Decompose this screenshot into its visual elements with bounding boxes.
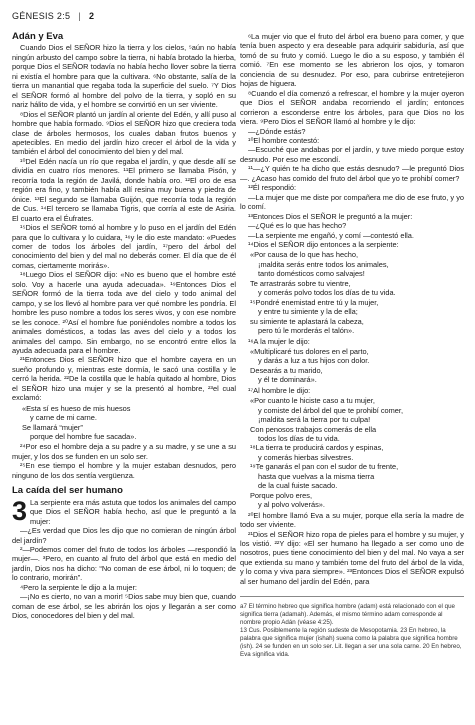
poem-line: ¡maldita será la tierra por tu culpa! <box>258 415 371 425</box>
poem-line: ¹⁹Te ganarás el pan con el sudor de tu frente, <box>250 462 399 472</box>
section-heading-adan-y-eva: Adán y Eva <box>12 31 64 42</box>
poem-line: «Multiplicaré tus dolores en el parto, <box>250 346 369 356</box>
header-reference: GÉNESIS 2:5 <box>12 11 71 21</box>
poem-block <box>250 347 464 385</box>
paragraph: Cuando Dios el SEÑOR hizo la tierra y los cielos, ⁵aún no había ningún arbusto del campo sobre la tierra, ni había brotado la hierba, porque Dios el SEÑOR todavía no había hecho llover sobre la tierra ni existía el hombre para que la cultivara. ⁶No obstante, salía de la tierra un manantial que regaba toda la superficie del suelo. ⁷Y Dios el SEÑOR formó al hombre del polvo de la tierra, y sopló en su nariz hálito de vida, y el hombre se convirtió en un ser viviente. <box>12 43 236 110</box>
poem-line: y darás a luz a tus hijos con dolor. <box>258 356 370 366</box>
footnote: 13 Cus. Posiblemente la región sudeste de Mesopotamia. 23 En hebreo, la palabra que significa mujer (ishah) suena como la palabra que significa hombre (ish). 24 se funden en un solo ser. Lit. llegan a ser una sola carne. 20 En hebreo, Eva significa vida. <box>240 627 462 659</box>
poem-block <box>250 396 464 509</box>
chapter-start <box>12 495 236 526</box>
paragraph: ²⁴Por eso el hombre deja a su padre y a su madre, y se une a su mujer, y los dos se funden en un solo ser. <box>12 442 236 461</box>
paragraph: ¹³Entonces Dios el SEÑOR le preguntó a la mujer: <box>248 211 413 221</box>
poem-line: ¡maldita serás entre todos los animales, <box>258 259 389 269</box>
poem-block <box>250 250 464 335</box>
poem-line: y comerás polvo todos los días de tu vida. <box>258 288 396 298</box>
paragraph: ¹⁶A la mujer le dijo: <box>248 336 310 346</box>
poem-line: su simiente te aplastará la cabeza, <box>250 316 364 326</box>
poem-line: «Esta sí es hueso de mis huesos <box>22 403 131 413</box>
poem-line: Porque polvo eres, <box>250 490 313 500</box>
right-column <box>240 32 464 659</box>
paragraph: ¹⁵Dios el SEÑOR tomó al hombre y lo puso en el jardín del Edén para que lo cultivara y lo cuidara, ¹⁶y le dio este mandato: «Puedes comer de todos los árboles del jardín, ¹⁷pero del árbol del conocimiento del bien y del mal no deberás comer. El día que de él comas, ciertamente morirás». <box>12 223 236 270</box>
poem-line: Con penosos trabajos comerás de ella <box>250 424 377 434</box>
running-header <box>12 8 463 24</box>
poem-block <box>22 404 236 442</box>
poem-line: y carne de mi carne. <box>30 413 97 423</box>
header-separator: | <box>78 11 81 21</box>
poem-line: hasta que vuelvas a la misma tierra <box>258 471 375 481</box>
poem-line: y al polvo volverás». <box>258 500 325 510</box>
poem-line: y comiste del árbol del que te prohibí comer, <box>258 405 404 415</box>
poem-line: ¹⁸La tierra te producirá cardos y espinas, <box>250 443 384 453</box>
paragraph: —¡No es cierto, no van a morir! ⁵Dios sabe muy bien que, cuando coman de ese árbol, se les abrirán los ojos y llegarán a ser como Dios, conocedores del bien y del mal. <box>12 592 236 621</box>
paragraph: ²¹Entonces Dios el SEÑOR hizo que el hombre cayera en un sueño profundo y, mientras este dormía, le sacó una costilla y le cerró la herida. ²²De la costilla que le había quitado al hombre, Dios el SEÑOR hizo una mujer y se la presentó al hombre, ²³el cual exclamó: <box>12 355 236 403</box>
poem-line: todos los días de tu vida. <box>258 434 340 444</box>
poem-line: porque del hombre fue sacada». <box>30 432 137 442</box>
poem-line: pero tú le morderás el talón». <box>258 326 355 336</box>
poem-line: Se llamará “mujer” <box>22 422 83 432</box>
left-column <box>12 32 236 621</box>
poem-line: «Por cuanto le hiciste caso a tu mujer, <box>250 396 375 406</box>
page-number: 2 <box>88 11 95 21</box>
paragraph: —La mujer que me diste por compañera me dio de ese fruto, y yo lo comí. <box>240 192 464 212</box>
poem-line: de la cual fuiste sacado. <box>258 481 338 491</box>
poem-line: Te arrastrarás sobre tu vientre, <box>250 278 351 288</box>
paragraph: ¹¹—¿Y quién te ha dicho que estás desnudo? —le preguntó Dios—. ¿Acaso has comido del fruto del árbol que yo te prohibí comer? <box>240 164 464 183</box>
poem-line: y él te dominará». <box>258 375 317 385</box>
paragraph: ¹⁰El hombre contestó: <box>248 135 320 145</box>
paragraph: —Escuché que andabas por el jardín, y tuve miedo porque estoy desnudo. Por eso me escondí. <box>240 145 464 164</box>
paragraph: ⁸Dios el SEÑOR plantó un jardín al oriente del Edén, y allí puso al hombre que había formado. ⁹Dios el SEÑOR hizo que creciera toda clase de árboles hermosos, los cuales daban frutos buenos y apetecibles. En medio del jardín hizo crecer el árbol de la vida y también el árbol del conocimiento del bien y del mal. <box>12 109 236 157</box>
paragraph: ⁴Pero la serpiente le dijo a la mujer: <box>20 582 137 592</box>
paragraph: ⁶La mujer vio que el fruto del árbol era bueno para comer, y que tenía buen aspecto y era deseable para adquirir sabiduría, así que tomó de su fruto y comió. Luego le dio a su esposo, y también él comió. ⁷En ese momento se les abrieron los ojos, y tomaron conciencia de su desnudez. Por eso, para cubrirse entretejieron hojas de higuera. <box>240 32 464 89</box>
paragraph: ²⁰El hombre llamó Eva a su mujer, porque ella sería la madre de todo ser viviente. <box>240 510 464 530</box>
poem-line: Desearás a tu marido, <box>250 365 323 375</box>
chapter-first-paragraph: La serpiente era más astuta que todos los animales del campo que Dios el SEÑOR había hecho, así que le preguntó a la mujer: <box>30 497 236 526</box>
poem-line: ¹⁵Pondré enemistad entre tú y la mujer, <box>250 297 379 307</box>
poem-line: «Por causa de lo que has hecho, <box>250 250 359 260</box>
chapter-number: 3 <box>12 495 28 526</box>
paragraph: ¹⁷Al hombre le dijo: <box>248 385 311 395</box>
paragraph: —La serpiente me engañó, y comí —contestó ella. <box>248 230 414 240</box>
paragraph: ¹⁰Del Edén nacía un río que regaba el jardín, y que desde allí se dividía en cuatro ríos menores. ¹¹El primero se llamaba Pisón, y recorría toda la región de Javilá, donde había oro. ¹²El oro de esa región era fino, y también había allí resina muy buena y piedra de ónice. ¹³El segundo se llamaba Guijón, que recorría toda la región de Cus. ¹⁴El tercero se llamaba Tigris, que corría al este de Asiria. El cuarto era el Éufrates. <box>12 156 236 223</box>
paragraph: —¿Dónde estás? <box>248 126 306 136</box>
poem-line: y comerás hierbas silvestres. <box>258 452 354 462</box>
paragraph: ¹²Él respondió: <box>248 183 297 193</box>
poem-line: tanto domésticos como salvajes! <box>258 269 365 279</box>
section-heading-caida: La caída del ser humano <box>12 485 123 497</box>
paragraph: ⁸Cuando el día comenzó a refrescar, el hombre y la mujer oyeron que Dios el SEÑOR andaba recorriendo el jardín; entonces corrieron a esconderse entre los árboles, para que Dios no los viera. ⁹Pero Dios el SEÑOR llamó al hombre y le dijo: <box>240 88 464 127</box>
footnotes <box>240 596 464 659</box>
paragraph: ²⁵En ese tiempo el hombre y la mujer estaban desnudos, pero ninguno de los dos sentía vergüenza. <box>12 461 236 480</box>
paragraph: ²—Podemos comer del fruto de todos los árboles —respondió la mujer—. ³Pero, en cuanto al fruto del árbol que está en medio del jardín, Dios nos ha dicho: “No coman de ese árbol, ni lo toquen; de lo contrario, morirán”. <box>12 545 236 583</box>
paragraph: ¹⁸Luego Dios el SEÑOR dijo: «No es bueno que el hombre esté solo. Voy a hacerle una ayuda adecuada». ¹⁹Entonces Dios el SEÑOR formó de la tierra toda ave del cielo y todo animal del campo, y se los llevó al hombre para ver qué nombre les pondría. El hombre les puso nombre a todos los seres vivos, y con ese nombre se les conoce. ²⁰Así el hombre fue poniéndoles nombre a todos los animales domésticos, a todas las aves del cielo y a todos los animales del campo. Sin embargo, no se encontró entre ellos la ayuda adecuada para el hombre. <box>12 270 236 355</box>
poem-line: y entre tu simiente y la de ella; <box>258 307 358 317</box>
paragraph: —¿Qué es lo que has hecho? <box>248 221 347 231</box>
paragraph: —¿Es verdad que Dios les dijo que no comieran de ningún árbol del jardín? <box>12 526 236 545</box>
paragraph: ¹⁴Dios el SEÑOR dijo entonces a la serpiente: <box>248 239 399 249</box>
paragraph: ²¹Dios el SEÑOR hizo ropa de pieles para el hombre y su mujer, y los vistió. ²²Y dijo: «El ser humano ha llegado a ser como uno de nosotros, pues tiene conocimiento del bien y del mal. No vaya a ser que extienda su mano y también tome del fruto del árbol de la vida, y lo coma y viva para siempre». ²³Entonces Dios el SEÑOR expulsó al ser humano del jardín del Edén, para <box>240 529 464 586</box>
footnote: a7 El término hebreo que significa hombre (adam) está relacionado con el que significa tierra (adamah). Además, el mismo término adam corresponde al nombre propio Adán (véase 4:25). <box>240 603 455 627</box>
